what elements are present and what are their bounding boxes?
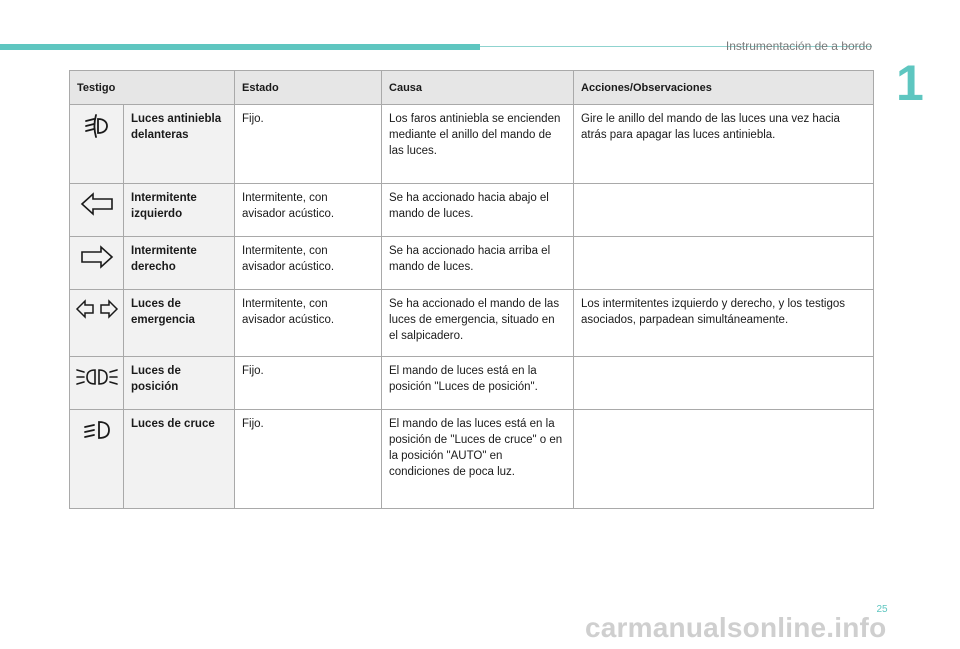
lamp-estado: Intermitente, con avisador acústico. xyxy=(235,237,382,290)
lamp-acciones xyxy=(574,237,874,290)
lamp-name: Luces de cruce xyxy=(124,410,235,509)
column-header-testigo: Testigo xyxy=(70,71,235,105)
position-lights-icon xyxy=(75,365,119,389)
lamp-causa: Los faros antiniebla se encienden mediante el anillo del mando de las luces. xyxy=(382,105,574,184)
lamp-causa: El mando de las luces está en la posición de "Luces de cruce" o en la posición "AUTO" en condiciones de poca luz. xyxy=(382,410,574,509)
column-header-causa: Causa xyxy=(382,71,574,105)
lamp-causa: El mando de luces está en la posición "Luces de posición". xyxy=(382,357,574,410)
table-header-row xyxy=(70,71,874,105)
table-row xyxy=(70,237,874,290)
dipped-beam-icon xyxy=(82,418,112,442)
lamp-acciones: Los intermitentes izquierdo y derecho, y los testigos asociados, parpadean simultáneamente. xyxy=(574,290,874,357)
column-header-acciones: Acciones/Observaciones xyxy=(574,71,874,105)
header-accent-bar xyxy=(0,44,480,50)
lamp-causa: Se ha accionado hacia abajo el mando de luces. xyxy=(382,184,574,237)
table-row xyxy=(70,357,874,410)
lamp-name: Intermitente izquierdo xyxy=(124,184,235,237)
right-arrow-icon xyxy=(80,245,114,269)
column-header-estado: Estado xyxy=(235,71,382,105)
page-number: 25 xyxy=(876,604,888,615)
watermark: carmanualsonline.info xyxy=(585,612,887,643)
lamp-causa: Se ha accionado hacia arriba el mando de luces. xyxy=(382,237,574,290)
front-fog-lamp-icon xyxy=(82,113,112,139)
lamp-estado: Fijo. xyxy=(235,105,382,184)
lamp-acciones xyxy=(574,184,874,237)
lamp-name: Luces de posición xyxy=(124,357,235,410)
hazard-arrows-icon xyxy=(75,298,119,320)
lamp-acciones: Gire le anillo del mando de las luces una vez hacia atrás para apagar las luces antiniebla. xyxy=(574,105,874,184)
warning-lights-table xyxy=(69,70,874,509)
lamp-causa: Se ha accionado el mando de las luces de emergencia, situado en el salpicadero. xyxy=(382,290,574,357)
lamp-estado: Fijo. xyxy=(235,357,382,410)
table-row xyxy=(70,290,874,357)
lamp-acciones xyxy=(574,410,874,509)
lamp-estado: Intermitente, con avisador acústico. xyxy=(235,184,382,237)
left-arrow-icon xyxy=(80,192,114,216)
table-row xyxy=(70,105,874,184)
lamp-estado: Intermitente, con avisador acústico. xyxy=(235,290,382,357)
table-row xyxy=(70,410,874,509)
lamp-acciones xyxy=(574,357,874,410)
lamp-name: Intermitente derecho xyxy=(124,237,235,290)
section-title: Instrumentación de a bordo xyxy=(725,39,872,53)
lamp-estado: Fijo. xyxy=(235,410,382,509)
table-row xyxy=(70,184,874,237)
lamp-name: Luces antiniebla delanteras xyxy=(124,105,235,184)
lamp-name: Luces de emergencia xyxy=(124,290,235,357)
chapter-number: 1 xyxy=(896,55,924,111)
